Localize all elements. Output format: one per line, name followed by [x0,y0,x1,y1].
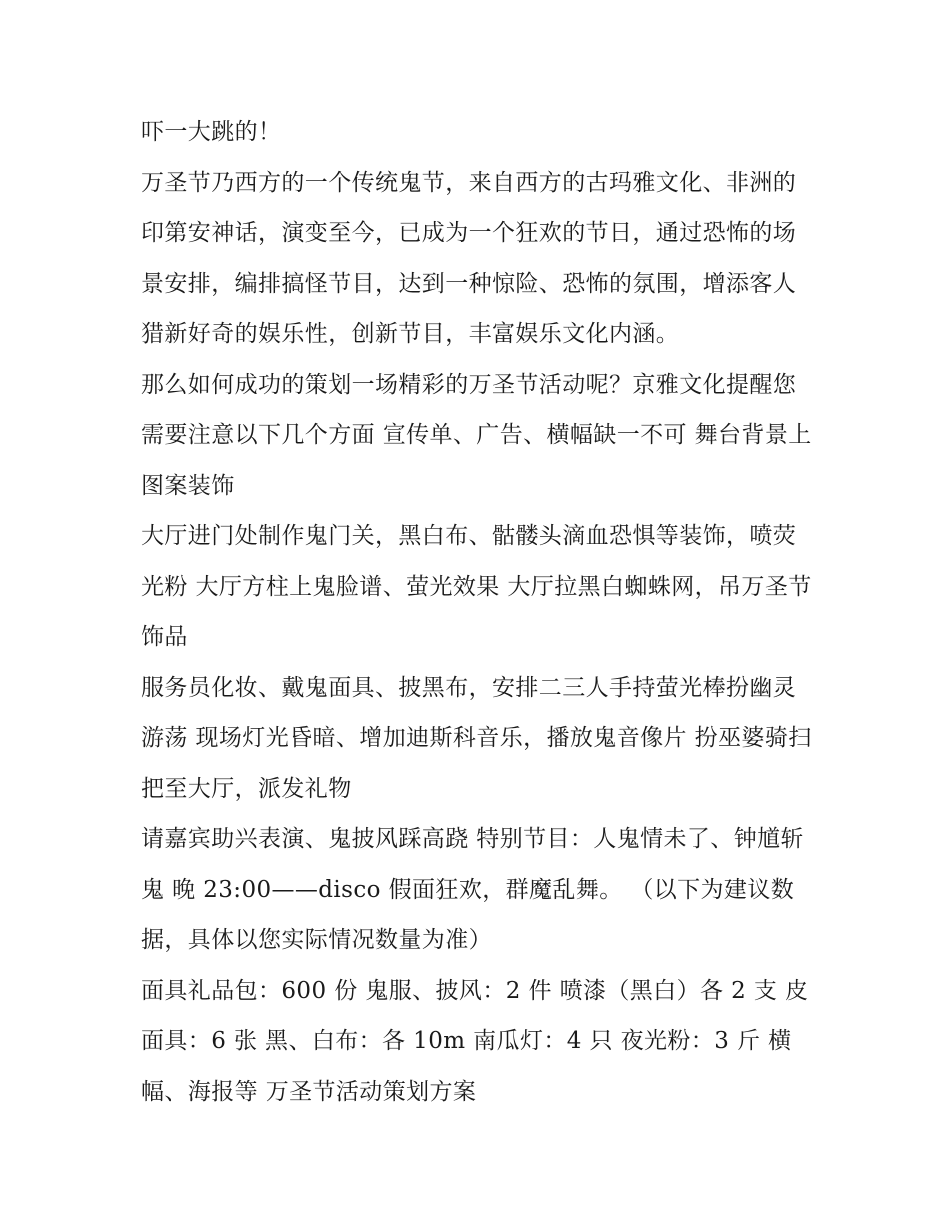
paragraph-planning-tips: 那么如何成功的策划一场精彩的万圣节活动呢？京雅文化提醒您需要注意以下几个方面 宣传单、广告、横幅缺一不可 舞台背景上图案装饰 [141,371,812,499]
paragraph-hall-decoration: 大厅进门处制作鬼门关，黑白布、骷髅头滴血恐惧等装饰，喷荧光粉 大厅方柱上鬼脸谱、萤光效果 大厅拉黑白蜘蛛网，吊万圣节饰品 [141,523,812,650]
document-body [141,107,819,1117]
paragraph-staff-atmosphere: 服务员化妆、戴鬼面具、披黑布，安排二三人手持萤光棒扮幽灵游荡 现场灯光昏暗、增加迪斯科音乐，播放鬼音像片 扮巫婆骑扫把至大厅，派发礼物 [141,674,812,802]
paragraph-performances: 请嘉宾助兴表演、鬼披风踩高跷 特别节目：人鬼情未了、钟馗斩鬼 晚 23:00——disco 假面狂欢，群魔乱舞。 （以下为建议数据，具体以您实际情况数量为准） [141,826,804,953]
paragraph-supplies-list: 面具礼品包：600 份 鬼服、披风：2 件 喷漆（黑白）各 2 支 皮面具：6 张 黑、白布：各 10m 南瓜灯：4 只 夜光粉：3 斤 横幅、海报等 万圣节活动策划方案 [141,977,809,1105]
paragraph-halloween-origin: 万圣节乃西方的一个传统鬼节，来自西方的古玛雅文化、非洲的印第安神话，演变至今，已成为一个狂欢的节日，通过恐怖的场景安排，编排搞怪节目，达到一种惊险、恐怖的氛围，增添客人猎新好奇的娱乐性，创新节目，丰富娱乐文化内涵。 [141,169,797,347]
paragraph-intro-fragment: 吓一大跳的！ [141,119,282,145]
